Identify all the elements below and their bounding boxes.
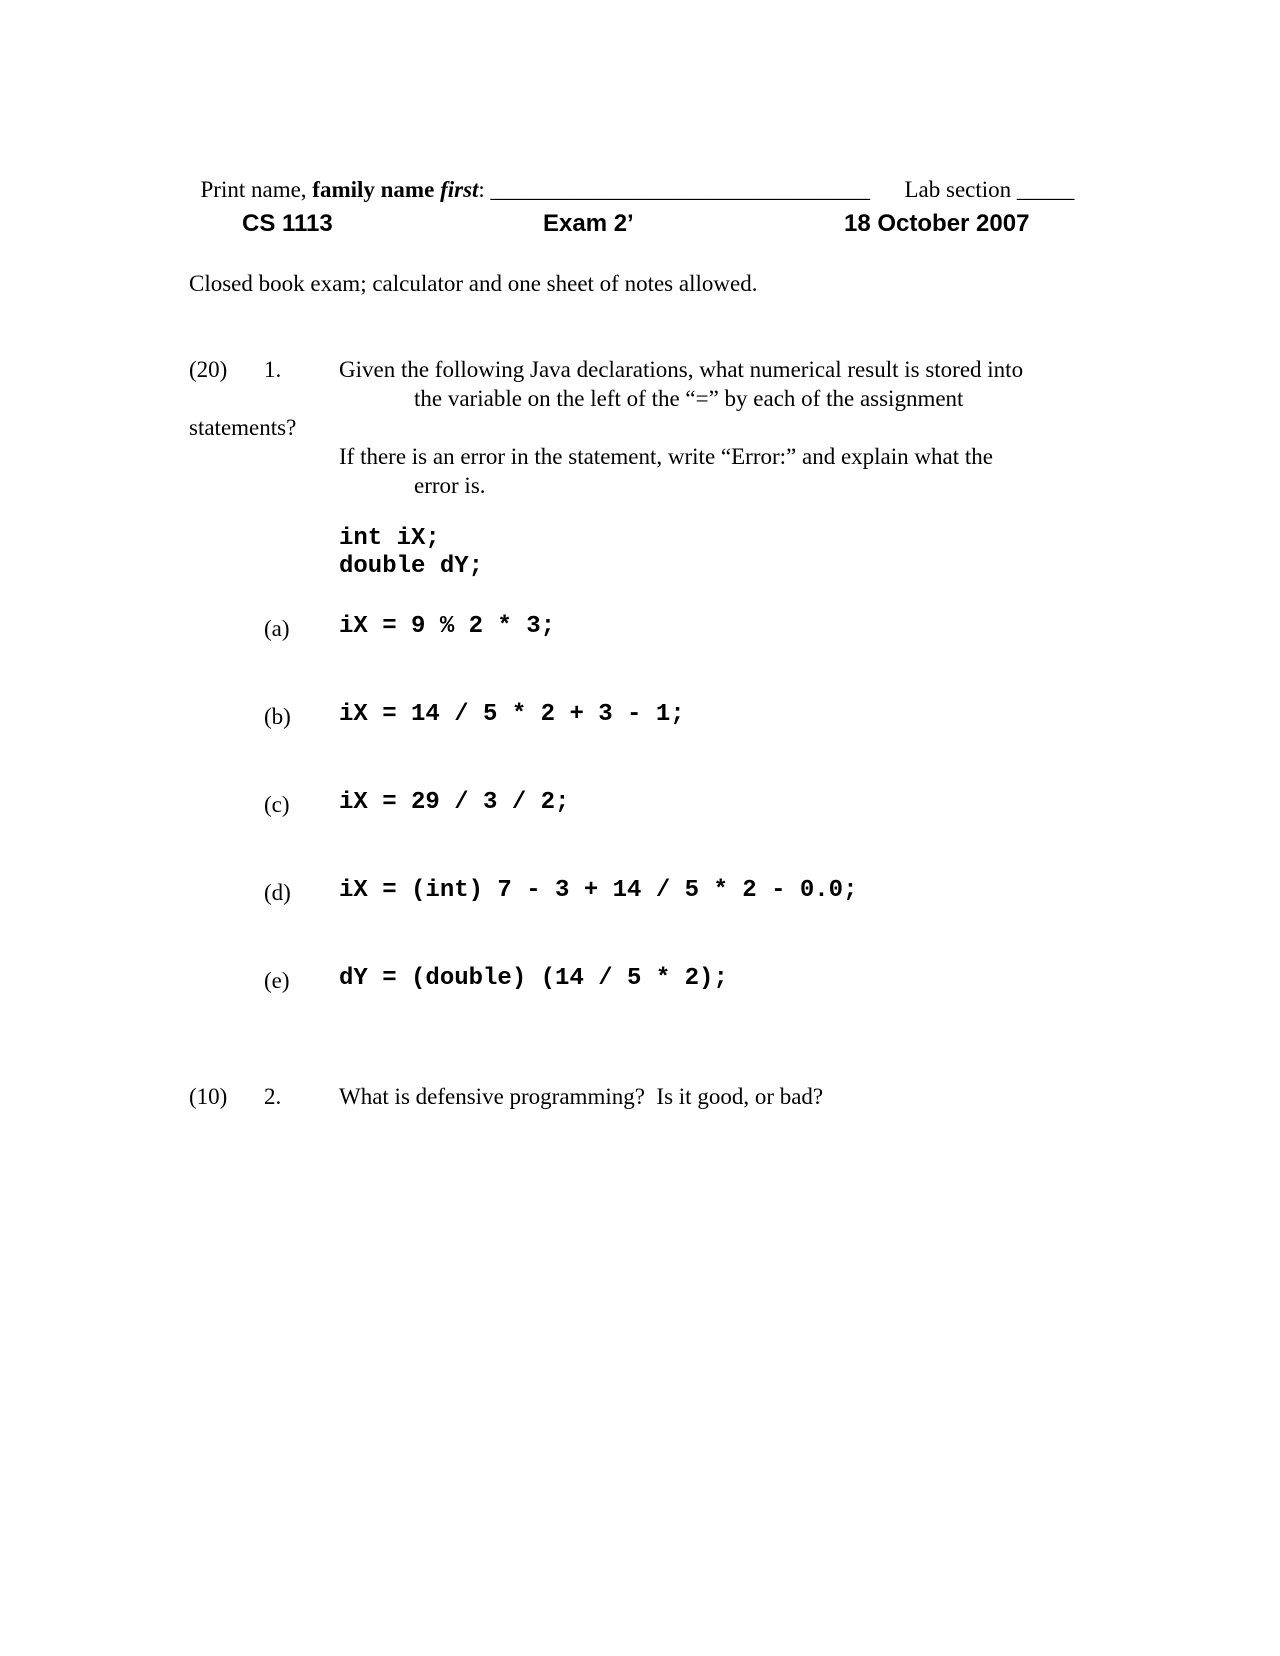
part-b-code: iX = 14 / 5 * 2 + 3 - 1;	[339, 701, 685, 728]
declaration-double: double dY;	[339, 553, 484, 580]
q1-text-line2: the variable on the left of the “=” by each of the assignment	[414, 386, 964, 411]
q2-points: (10)	[189, 1084, 228, 1109]
part-b-label: (b)	[264, 704, 291, 729]
print-name-prefix: Print name,	[200, 177, 313, 202]
part-a-label: (a)	[264, 616, 290, 641]
lab-section-label: Lab section	[904, 177, 1012, 202]
q1-text-line3: statements?	[189, 415, 297, 440]
q1-points: (20)	[189, 357, 228, 382]
exam-title: Exam 2’	[543, 210, 634, 237]
part-c-label: (c)	[264, 792, 290, 817]
q1-error-line1: If there is an error in the statement, write “Error:” and explain what the	[339, 444, 993, 469]
exam-date: 18 October 2007	[844, 210, 1030, 237]
part-d-label: (d)	[264, 880, 291, 905]
lab-section-line	[893, 155, 1074, 201]
family-name-label: family name	[312, 177, 441, 202]
part-e-code: dY = (double) (14 / 5 * 2);	[339, 965, 728, 992]
course-title: CS 1113	[242, 210, 333, 237]
q1-number: 1.	[264, 357, 282, 382]
instructions: Closed book exam; calculator and one sheet of notes allowed.	[189, 271, 758, 296]
q2-number: 2.	[264, 1084, 282, 1109]
q1-text-line1: Given the following Java declarations, what numerical result is stored into	[339, 357, 1024, 382]
part-a-code: iX = 9 % 2 * 3;	[339, 613, 556, 640]
part-d-code: iX = (int) 7 - 3 + 14 / 5 * 2 - 0.0;	[339, 877, 858, 904]
colon: :	[478, 177, 485, 202]
part-c-code: iX = 29 / 3 / 2;	[339, 789, 570, 816]
part-e-label: (e)	[264, 968, 290, 993]
print-name-line	[189, 155, 870, 201]
q2-text: What is defensive programming? Is it good, or bad?	[339, 1084, 824, 1109]
name-blank[interactable]: _________________________________	[490, 177, 871, 202]
declaration-int: int iX;	[339, 525, 440, 552]
q1-error-line2: error is.	[414, 473, 486, 498]
first-label: first	[440, 177, 479, 202]
lab-section-blank[interactable]: _____	[1016, 177, 1075, 202]
